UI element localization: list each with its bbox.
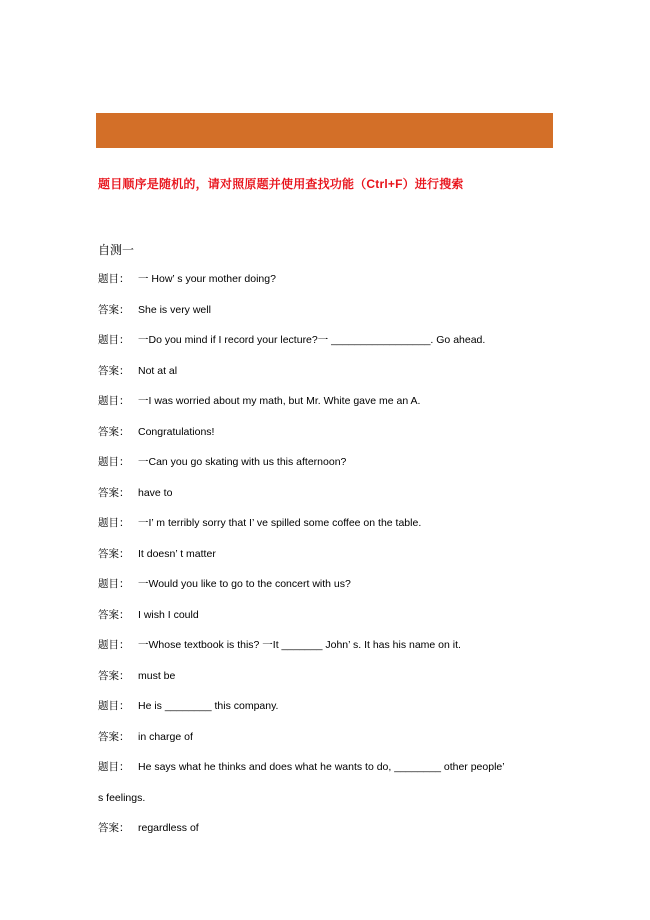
answer-label: 答案： [98, 822, 130, 834]
question-row [98, 455, 346, 469]
answer-row [98, 669, 175, 683]
answer-row [98, 821, 199, 835]
answer-label: 答案： [98, 548, 130, 560]
answer-text: It doesn’ t matter [138, 548, 216, 560]
answer-label: 答案： [98, 365, 130, 377]
question-text: 一Can you go skating with us this afternoon? [138, 456, 347, 468]
answer-text: I wish I could [138, 609, 199, 621]
answer-row [98, 730, 193, 744]
question-row [98, 516, 421, 530]
search-notice: 题目顺序是随机的，请对照原题并使用查找功能（Ctrl+F）进行搜索 [98, 177, 464, 191]
question-label: 题目： [98, 761, 130, 773]
answer-row [98, 608, 199, 622]
answer-text: must be [138, 670, 176, 682]
question-text: 一Do you mind if I record your lecture?一 _________________. Go ahead. [138, 334, 486, 346]
answer-label: 答案： [98, 609, 130, 621]
answer-text: regardless of [138, 822, 199, 834]
answer-row [98, 303, 211, 317]
answer-row [98, 425, 214, 439]
question-text: 一I was worried about my math, but Mr. White gave me an A. [138, 395, 421, 407]
question-row [98, 638, 461, 652]
question-label: 题目： [98, 395, 130, 407]
question-text: 一Whose textbook is this? 一It _______ John’ s. It has his name on it. [138, 639, 461, 651]
answer-text: have to [138, 487, 173, 499]
answer-label: 答案： [98, 731, 130, 743]
question-label: 题目： [98, 334, 130, 346]
question-text: 一Would you like to go to the concert with us? [138, 578, 351, 590]
answer-row [98, 364, 177, 378]
question-text: He is ________ this company. [138, 700, 279, 712]
question-row [98, 394, 420, 408]
answer-label: 答案： [98, 487, 130, 499]
question-label: 题目： [98, 700, 130, 712]
question-label: 题目： [98, 456, 130, 468]
answer-text: Not at al [138, 365, 178, 377]
question-label: 题目： [98, 517, 130, 529]
question-text-continuation: s feelings. [98, 792, 146, 804]
question-row [98, 577, 351, 591]
answer-label: 答案： [98, 304, 130, 316]
question-text: He says what he thinks and does what he wants to do, ________ other people’ [138, 761, 505, 773]
question-row [98, 699, 278, 713]
question-row [98, 333, 485, 347]
answer-text: Congratulations! [138, 426, 215, 438]
answer-text: in charge of [138, 731, 193, 743]
question-label: 题目： [98, 273, 130, 285]
answer-row [98, 547, 216, 561]
question-text: 一I’ m terribly sorry that I’ ve spilled some coffee on the table. [138, 517, 422, 529]
answer-text: She is very well [138, 304, 211, 316]
header-banner [96, 113, 553, 148]
question-label: 题目： [98, 639, 130, 651]
question-label: 题目： [98, 578, 130, 590]
question-text: 一 How’ s your mother doing? [138, 273, 276, 285]
question-row [98, 272, 276, 286]
section-title: 自测一 [98, 243, 135, 257]
question-row [98, 760, 505, 774]
answer-label: 答案： [98, 426, 130, 438]
answer-label: 答案： [98, 670, 130, 682]
answer-row [98, 486, 172, 500]
